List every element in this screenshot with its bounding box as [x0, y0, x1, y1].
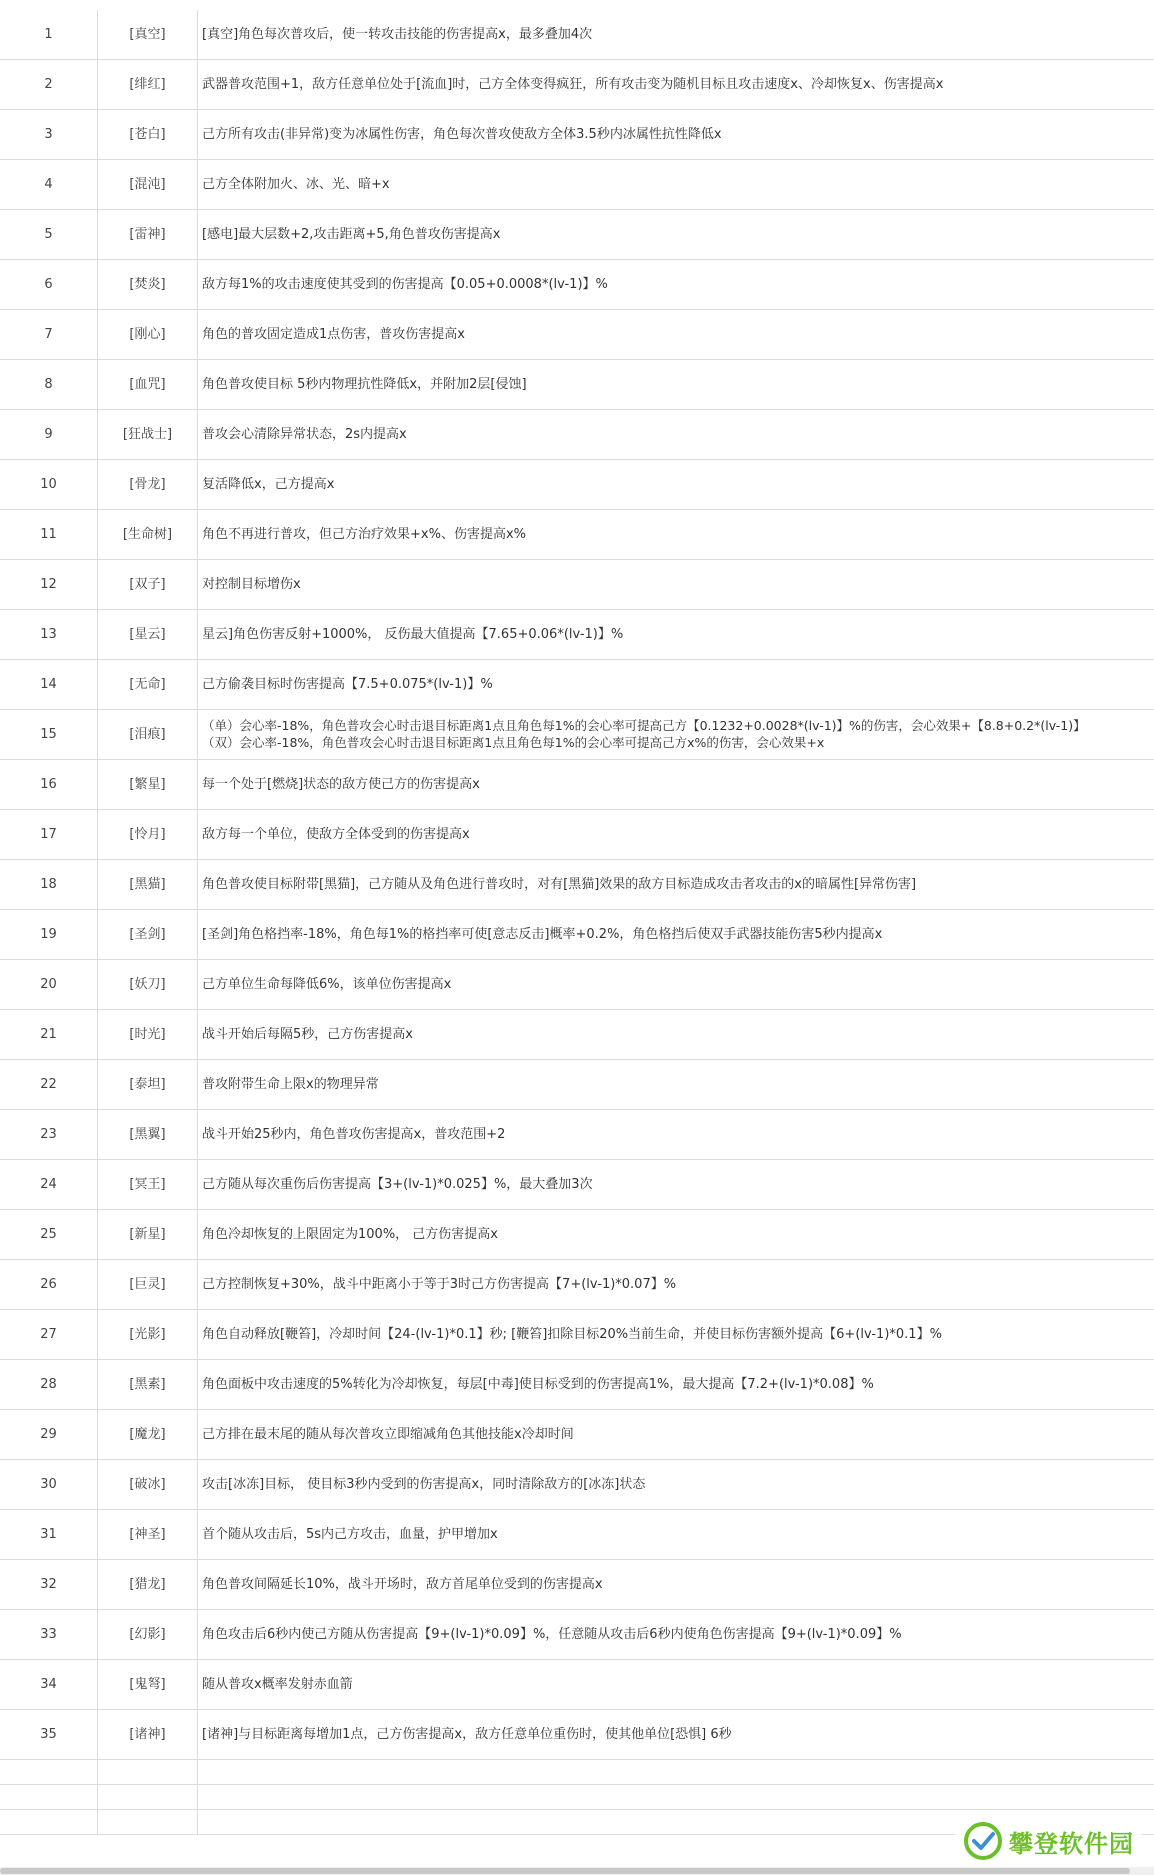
table-row [0, 1410, 1154, 1460]
table-row [0, 1210, 1154, 1260]
name-cell[interactable]: [破冰] [98, 1460, 198, 1509]
description-cell[interactable]: 角色自动释放[鞭笞]，冷却时间【24-(lv-1)*0.1】秒; [鞭笞]扣除目标20%当前生命，并使目标伤害额外提高【6+(lv-1)*0.1】% [202, 1326, 942, 1342]
description-cell[interactable]: [圣剑]角色格挡率-18%，角色每1%的格挡率可使[意志反击]概率+0.2%，角色格挡后使双手武器技能伤害5秒内提高x [202, 926, 883, 942]
name-cell[interactable]: [巨灵] [98, 1260, 198, 1309]
table-row [0, 60, 1154, 110]
table-row [0, 1110, 1154, 1160]
name-cell[interactable]: [骨龙] [98, 460, 198, 509]
name-cell[interactable]: [新星] [98, 1210, 198, 1259]
row-number-cell[interactable]: 26 [0, 1260, 98, 1309]
table-row [0, 960, 1154, 1010]
description-cell[interactable]: 复活降低x，己方提高x [202, 476, 335, 492]
table-row [0, 1660, 1154, 1710]
row-number-cell[interactable]: 12 [0, 560, 98, 609]
table-row [0, 1260, 1154, 1310]
name-cell[interactable]: [泰坦] [98, 1060, 198, 1109]
empty-cell[interactable] [0, 1810, 98, 1834]
name-cell[interactable]: [魔龙] [98, 1410, 198, 1459]
name-cell[interactable]: [时光] [98, 1010, 198, 1059]
name-cell[interactable]: [血咒] [98, 360, 198, 409]
row-number-cell[interactable]: 33 [0, 1610, 98, 1659]
name-cell[interactable]: [绯红] [98, 60, 198, 109]
table-row [0, 1460, 1154, 1510]
name-cell[interactable]: [猎龙] [98, 1560, 198, 1609]
row-number-cell[interactable]: 25 [0, 1210, 98, 1259]
table-row [0, 1710, 1154, 1760]
row-number-cell[interactable]: 5 [0, 210, 98, 259]
description-cell[interactable]: 角色普攻使目标附带[黑猫]，己方随从及角色进行普攻时，对有[黑猫]效果的敌方目标造成攻击者攻击的x的暗属性[异常伤害] [202, 876, 917, 892]
row-number-cell[interactable]: 2 [0, 60, 98, 109]
description-cell[interactable]: [诸神]与目标距离每增加1点，己方伤害提高x，敌方任意单位重伤时，使其他单位[恐惧] 6秒 [202, 1726, 732, 1742]
description-cell[interactable] [198, 710, 1154, 759]
table-row [0, 1610, 1154, 1660]
name-cell[interactable]: [繁星] [98, 760, 198, 809]
row-number-cell[interactable]: 22 [0, 1060, 98, 1109]
description-cell[interactable]: 角色普攻使目标 5秒内物理抗性降低x，并附加2层[侵蚀] [202, 376, 527, 392]
name-cell[interactable]: [怜月] [98, 810, 198, 859]
name-cell[interactable]: [鬼弩] [98, 1660, 198, 1709]
name-cell[interactable]: [冥王] [98, 1160, 198, 1209]
name-cell[interactable]: [苍白] [98, 110, 198, 159]
description-cell[interactable]: 随从普攻x概率发射赤血箭 [202, 1676, 353, 1692]
empty-row [0, 1785, 1154, 1810]
description-cell[interactable]: 战斗开始25秒内，角色普攻伤害提高x，普攻范围+2 [202, 1126, 506, 1142]
name-cell[interactable]: [焚炎] [98, 260, 198, 309]
row-number-cell[interactable]: 18 [0, 860, 98, 909]
name-cell[interactable]: [光影] [98, 1310, 198, 1359]
description-cell[interactable]: 每一个处于[燃烧]状态的敌方使己方的伤害提高x [202, 776, 480, 792]
description-cell[interactable]: [真空]角色每次普攻后，使一转攻击技能的伤害提高x，最多叠加4次 [202, 26, 593, 42]
description-cell[interactable]: 角色攻击后6秒内使己方随从伤害提高【9+(lv-1)*0.09】%，任意随从攻击后6秒内使角色伤害提高【9+(lv-1)*0.09】% [202, 1626, 902, 1642]
table-row [0, 1010, 1154, 1060]
watermark-logo-icon [963, 1821, 1003, 1861]
row-number-cell[interactable]: 31 [0, 1510, 98, 1559]
table-row [0, 710, 1154, 760]
site-watermark [955, 1817, 1142, 1865]
table-row [0, 360, 1154, 410]
row-number-cell[interactable]: 34 [0, 1660, 98, 1709]
table-row [0, 210, 1154, 260]
empty-cell[interactable] [98, 1810, 198, 1834]
row-number-cell[interactable]: 23 [0, 1110, 98, 1159]
row-number-cell[interactable]: 7 [0, 310, 98, 359]
scrollbar-thumb[interactable] [0, 1868, 1130, 1874]
row-number-cell[interactable]: 6 [0, 260, 98, 309]
row-number-cell[interactable]: 32 [0, 1560, 98, 1609]
table-row [0, 10, 1154, 60]
description-cell[interactable]: 己方排在最末尾的随从每次普攻立即缩减角色其他技能x冷却时间 [202, 1426, 574, 1442]
row-number-cell[interactable]: 16 [0, 760, 98, 809]
name-cell[interactable]: [混沌] [98, 160, 198, 209]
table-row [0, 1310, 1154, 1360]
name-cell[interactable]: [生命树] [98, 510, 198, 559]
description-cell[interactable]: 星云]角色伤害反射+1000%， 反伤最大值提高【7.65+0.06*(lv-1)】% [202, 626, 624, 642]
description-cell[interactable]: 己方控制恢复+30%，战斗中距离小于等于3时己方伤害提高【7+(lv-1)*0.07】% [202, 1276, 677, 1292]
description-line: （双）会心率-18%，角色普攻会心时击退目标距离1点且角色每1%的会心率可提高己方x%的伤害，会心效果+x [202, 734, 825, 750]
description-cell[interactable]: 角色面板中攻击速度的5%转化为冷却恢复，每层[中毒]使目标受到的伤害提高1%，最大提高【7.2+(lv-1)*0.08】% [202, 1376, 874, 1392]
name-cell[interactable]: [诸神] [98, 1710, 198, 1759]
table-row [0, 1360, 1154, 1410]
name-cell[interactable]: [无命] [98, 660, 198, 709]
description-cell[interactable]: 普攻会心清除异常状态，2s内提高x [202, 426, 407, 442]
description-cell[interactable]: 己方全体附加火、冰、光、暗+x [202, 176, 390, 192]
description-cell[interactable]: 角色普攻间隔延长10%，战斗开场时，敌方首尾单位受到的伤害提高x [202, 1576, 603, 1592]
empty-row [0, 1760, 1154, 1785]
row-number-cell[interactable]: 8 [0, 360, 98, 409]
table-row [0, 610, 1154, 660]
name-cell[interactable]: [刚心] [98, 310, 198, 359]
description-cell[interactable]: 角色的普攻固定造成1点伤害，普攻伤害提高x [202, 326, 465, 342]
row-number-cell[interactable]: 3 [0, 110, 98, 159]
name-cell[interactable]: [狂战士] [98, 410, 198, 459]
row-number-cell[interactable]: 10 [0, 460, 98, 509]
description-cell[interactable]: 武器普攻范围+1，敌方任意单位处于[流血]时，己方全体变得疯狂，所有攻击变为随机目标且攻击速度x、冷却恢复x、伤害提高x [202, 76, 944, 92]
table-row [0, 410, 1154, 460]
row-number-cell[interactable]: 21 [0, 1010, 98, 1059]
name-cell[interactable]: [圣剑] [98, 910, 198, 959]
table-row [0, 660, 1154, 710]
empty-cell[interactable] [98, 1760, 198, 1784]
table-row [0, 460, 1154, 510]
name-cell[interactable]: [黑素] [98, 1360, 198, 1409]
row-number-cell[interactable]: 24 [0, 1160, 98, 1209]
description-cell[interactable]: 战斗开始后每隔5秒，己方伤害提高x [202, 1026, 413, 1042]
name-cell[interactable]: [真空] [98, 10, 198, 59]
description-cell[interactable]: 敌方每一个单位，使敌方全体受到的伤害提高x [202, 826, 470, 842]
name-cell[interactable]: [雷神] [98, 210, 198, 259]
row-number-cell[interactable]: 19 [0, 910, 98, 959]
table-row [0, 1560, 1154, 1610]
table-row [0, 310, 1154, 360]
empty-cell[interactable] [198, 1760, 1154, 1784]
description-cell[interactable]: 对控制目标增伤x [202, 576, 301, 592]
table-row [0, 1160, 1154, 1210]
table-row [0, 110, 1154, 160]
table-row [0, 860, 1154, 910]
description-cell[interactable]: 己方单位生命每降低6%，该单位伤害提高x [202, 976, 452, 992]
horizontal-scrollbar[interactable] [0, 1867, 1154, 1875]
row-number-cell[interactable]: 14 [0, 660, 98, 709]
row-number-cell[interactable]: 17 [0, 810, 98, 859]
row-number-cell[interactable]: 35 [0, 1710, 98, 1759]
name-cell[interactable]: [神圣] [98, 1510, 198, 1559]
name-cell[interactable]: [黑猫] [98, 860, 198, 909]
table-row [0, 760, 1154, 810]
table-row [0, 810, 1154, 860]
row-number-cell[interactable]: 28 [0, 1360, 98, 1409]
row-number-cell[interactable]: 13 [0, 610, 98, 659]
table-row [0, 160, 1154, 210]
table-row [0, 910, 1154, 960]
row-number-cell[interactable]: 15 [0, 710, 98, 759]
row-number-cell[interactable]: 20 [0, 960, 98, 1009]
name-cell[interactable]: [妖刀] [98, 960, 198, 1009]
description-cell[interactable]: 首个随从攻击后，5s内己方攻击，血量，护甲增加x [202, 1526, 498, 1542]
name-cell[interactable]: [泪痕] [98, 710, 198, 759]
description-cell[interactable]: 角色冷却恢复的上限固定为100%， 己方伤害提高x [202, 1226, 498, 1242]
name-cell[interactable]: [幻影] [98, 1610, 198, 1659]
table-row [0, 1510, 1154, 1560]
empty-cell[interactable] [98, 1785, 198, 1809]
name-cell[interactable]: [黑翼] [98, 1110, 198, 1159]
empty-cell[interactable] [198, 1785, 1154, 1809]
description-line: （单）会心率-18%，角色普攻会心时击退目标距离1点且角色每1%的会心率可提高己方【0.1232+0.0028*(lv-1)】%的伤害，会心效果+【8.8+0.2*(lv-1)】 [202, 717, 1086, 733]
description-cell[interactable]: 己方所有攻击(非异常)变为冰属性伤害，角色每次普攻使敌方全体3.5秒内冰属性抗性降低x [202, 126, 722, 142]
row-number-cell[interactable]: 11 [0, 510, 98, 559]
table-row [0, 560, 1154, 610]
description-cell[interactable]: 敌方每1%的攻击速度使其受到的伤害提高【0.05+0.0008*(lv-1)】% [202, 276, 608, 292]
name-cell[interactable]: [星云] [98, 610, 198, 659]
table-row [0, 1060, 1154, 1110]
row-number-cell[interactable]: 1 [0, 10, 98, 59]
empty-cell[interactable] [0, 1785, 98, 1809]
description-cell[interactable]: 己方偷袭目标时伤害提高【7.5+0.075*(lv-1)】% [202, 676, 493, 692]
description-cell[interactable]: [感电]最大层数+2,攻击距离+5,角色普攻伤害提高x [202, 226, 501, 242]
description-cell[interactable]: 攻击[冰冻]目标， 使目标3秒内受到的伤害提高x，同时清除敌方的[冰冻]状态 [202, 1476, 646, 1492]
spreadsheet-grid [0, 10, 1154, 1835]
row-number-cell[interactable]: 27 [0, 1310, 98, 1359]
row-number-cell[interactable]: 4 [0, 160, 98, 209]
description-cell[interactable]: 角色不再进行普攻，但己方治疗效果+x%、伤害提高x% [202, 526, 526, 542]
watermark-text: 攀登软件园 [1009, 1829, 1134, 1858]
row-number-cell[interactable]: 30 [0, 1460, 98, 1509]
description-cell[interactable]: 普攻附带生命上限x的物理异常 [202, 1076, 379, 1092]
table-row [0, 510, 1154, 560]
empty-cell[interactable] [0, 1760, 98, 1784]
name-cell[interactable]: [双子] [98, 560, 198, 609]
description-cell[interactable]: 己方随从每次重伤后伤害提高【3+(lv-1)*0.025】%，最大叠加3次 [202, 1176, 593, 1192]
table-row [0, 260, 1154, 310]
row-number-cell[interactable]: 29 [0, 1410, 98, 1459]
row-number-cell[interactable]: 9 [0, 410, 98, 459]
